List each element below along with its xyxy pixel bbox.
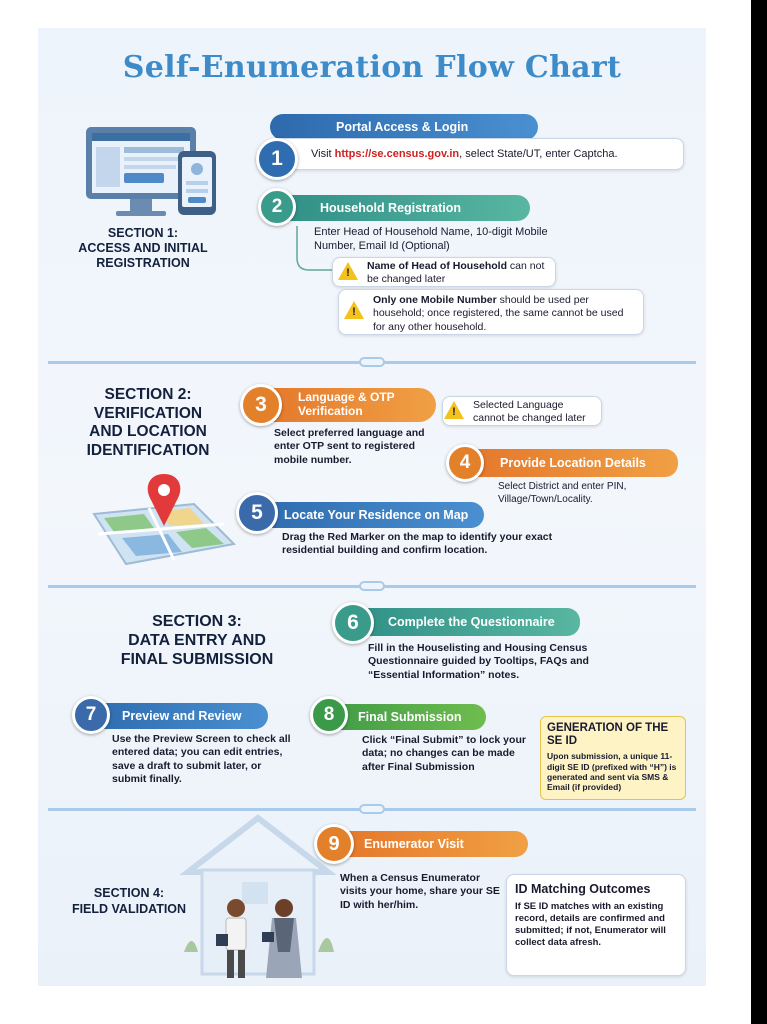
step-9-desc: When a Census Enumerator visits your home, share your SE ID with her/him. [340,872,500,911]
section-2-label: SECTION 2: VERIFICATION AND LOCATION IDENTIFICATION [86,386,210,459]
step-1-box [274,138,684,170]
step-5-title: Locate Your Residence on Map [248,502,484,528]
step-2-number: 2 [258,188,296,226]
step-3-title: Language & OTP Verification [252,388,436,422]
section-3-label: SECTION 3: DATA ENTRY AND FINAL SUBMISSION [120,613,274,669]
step-3-desc: Select preferred language and enter OTP sent to registered mobile number. [274,427,425,466]
step-6-title: Complete the Questionnaire [344,608,580,636]
step-5-number: 5 [236,492,278,534]
step-1-desc-post: , select State/UT, enter Captcha. [459,148,618,160]
warning-icon-mark: ! [352,306,356,318]
step-8-desc: Click “Final Submit” to lock your data; no changes can be made after Final Submission [362,734,526,773]
page-title: Self-Enumeration Flow Chart [122,50,622,85]
step-2-title: Household Registration [274,195,530,221]
step-8-title: Final Submission [322,704,486,730]
step-6-number: 6 [332,602,374,644]
step-9-number: 9 [314,824,354,864]
generation-title: GENERATION OF THE SE ID [547,722,669,748]
warning-box-2: Only one Mobile Number should be used per household; once registered, the same cannot be used for any other household. [338,289,644,335]
step-7-number: 7 [72,696,110,734]
step-4-number: 4 [446,444,484,482]
warning-icon-mark: ! [346,267,350,279]
step-2-desc: Enter Head of Household Name, 10-digit Mobile Number, Email Id (Optional) [314,226,548,253]
map-marker-illustration [74,464,244,576]
warning-box-3: Selected Language cannot be changed later [442,396,602,426]
step-5-desc: Drag the Red Marker on the map to identify your exact residential building and confirm location. [282,531,553,557]
divider-ornament [359,581,385,591]
step-4-desc: Select District and enter PIN, Village/Town/Locality. [498,481,627,505]
step-9-title: Enumerator Visit [328,831,528,857]
step-6-desc: Fill in the Houselisting and Housing Census Questionnaire guided by Tooltips, FAQs and “Essential Information” notes. [368,642,589,681]
section-4-label: SECTION 4: FIELD VALIDATION [71,886,187,916]
step-7-title: Preview and Review [84,703,268,729]
generation-desc: Upon submission, a unique 11-digit SE ID (prefixed with “H”) is generated and sent via SMS & Email (if provided) [547,751,677,792]
section-1-label: SECTION 1: ACCESS AND INITIAL REGISTRATION [78,226,208,270]
step-8-number: 8 [310,696,348,734]
computer-phone-illustration [82,123,222,223]
step-7-desc: Use the Preview Screen to check all entered data; you can edit entries, save a draft to submit later, or submit finally. [112,733,291,786]
warning-box-1: Name of Head of Household can not be changed later [332,257,556,287]
divider-ornament [359,804,385,814]
id-matching-box [506,874,686,976]
step-1-number: 1 [256,138,298,180]
warning-icon-mark: ! [452,406,456,418]
step-4-title: Provide Location Details [456,449,678,477]
id-matching-title: ID Matching Outcomes [515,882,651,896]
portal-link[interactable]: https://se.census.gov.in [334,148,460,160]
id-matching-desc: If SE ID matches with an existing record, details are confirmed and submitted; if not, Enumerator will collect data afresh. [515,901,666,949]
step-1-title: Portal Access & Login [270,114,538,140]
step-3-number: 3 [240,384,282,426]
infographic-card [38,28,706,986]
divider-ornament [359,357,385,367]
step-1-desc-pre: Visit [311,148,335,160]
generation-box [540,716,686,800]
